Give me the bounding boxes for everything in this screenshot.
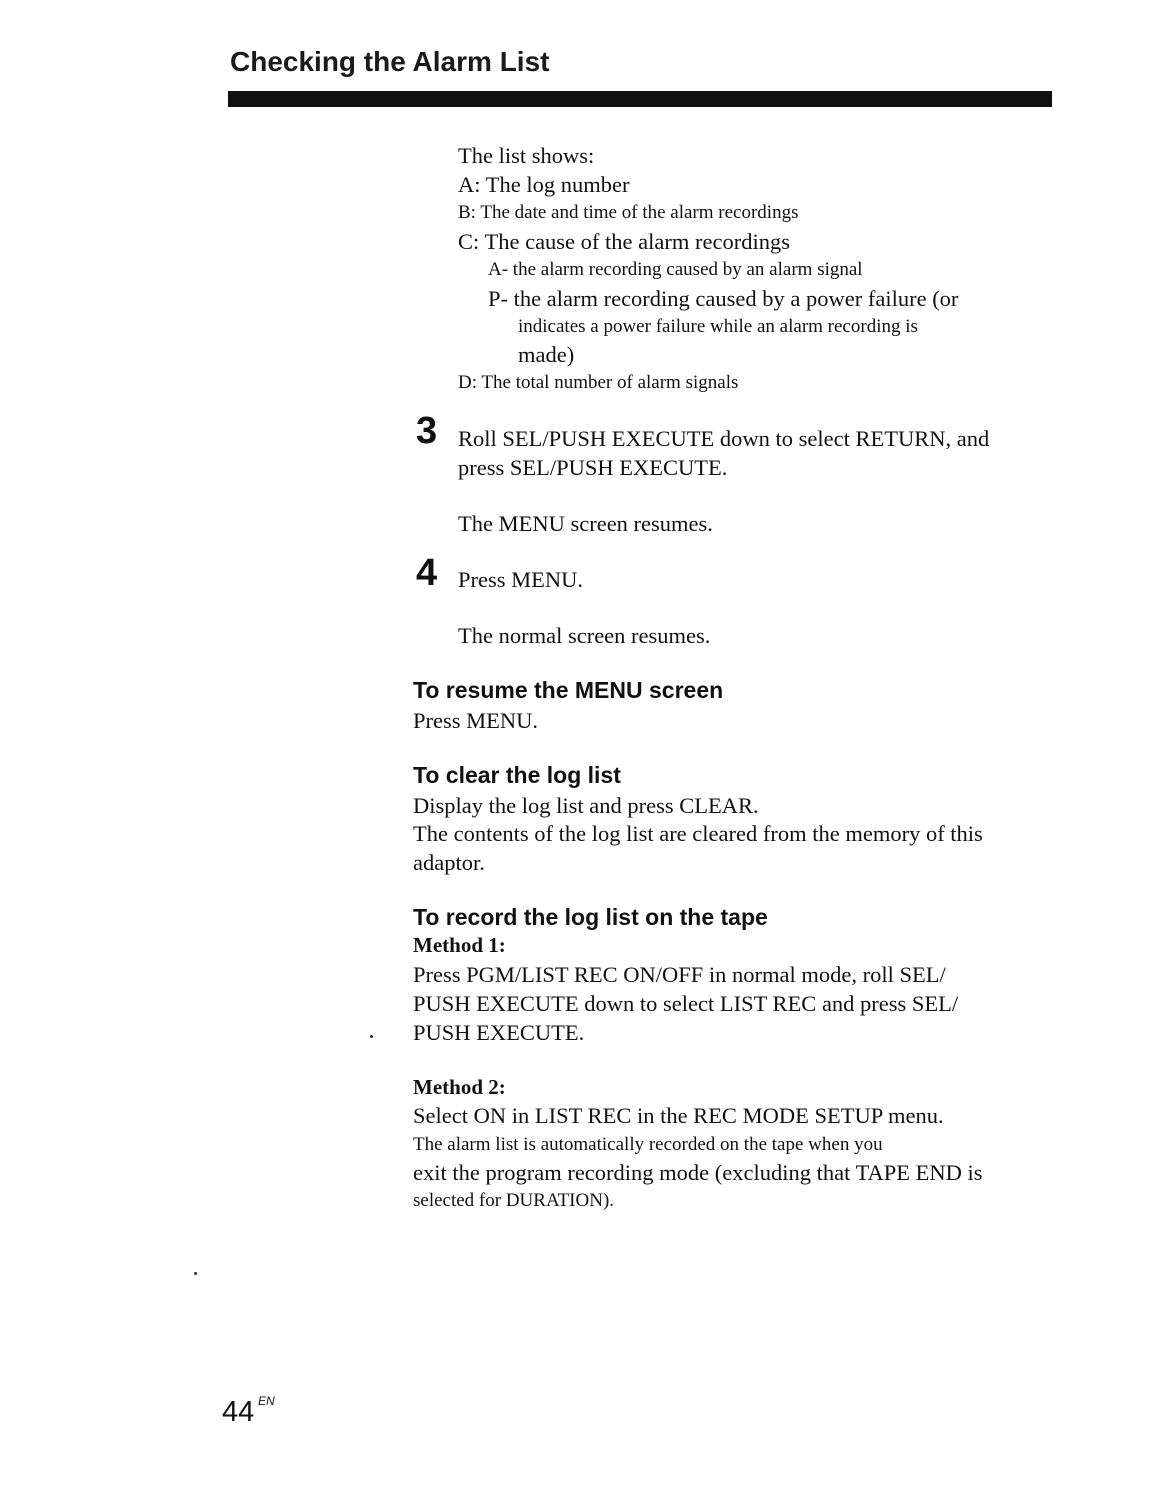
method-2-line2: The alarm list is automatically recorded on the tape when you (413, 1134, 883, 1155)
step-4-number: 4 (416, 552, 438, 594)
page-number: 44 (222, 1396, 255, 1428)
method-1-line1: Press PGM/LIST REC ON/OFF in normal mode, roll SEL/ (413, 962, 946, 987)
method-1-label: Method 1: (413, 933, 506, 957)
method-2-line3: exit the program recording mode (excluding that TAPE END is (413, 1160, 983, 1185)
step-3-result: The MENU screen resumes. (458, 511, 713, 536)
scan-speck (370, 1035, 373, 1038)
clear-log-line1: Display the log list and press CLEAR. (413, 793, 759, 818)
clear-log-heading: To clear the log list (413, 762, 621, 788)
method-2-label: Method 2: (413, 1075, 506, 1099)
method-1-line3: PUSH EXECUTE. (413, 1020, 585, 1045)
resume-menu-heading: To resume the MENU screen (413, 677, 724, 703)
list-sub-p-line1: P- the alarm recording caused by a power failure (or (488, 286, 959, 311)
title-rule (228, 91, 1052, 107)
step-3-number: 3 (416, 410, 438, 452)
clear-log-line3: adaptor. (413, 850, 485, 875)
list-item-c: C: The cause of the alarm recordings (458, 229, 790, 254)
method-2-line4: selected for DURATION). (413, 1190, 615, 1211)
clear-log-line2: The contents of the log list are cleared from the memory of this (413, 821, 983, 846)
list-sub-a: A- the alarm recording caused by an alarm signal (488, 259, 863, 280)
record-log-heading: To record the log list on the tape (413, 904, 768, 930)
method-2-line1: Select ON in LIST REC in the REC MODE SETUP menu. (413, 1103, 944, 1128)
list-item-d: D: The total number of alarm signals (458, 372, 739, 393)
scan-speck (194, 1272, 197, 1275)
resume-menu-text: Press MENU. (413, 708, 539, 733)
list-item-a: A: The log number (458, 172, 630, 197)
list-item-b: B: The date and time of the alarm recordings (458, 202, 799, 223)
list-intro-heading: The list shows: (458, 143, 595, 168)
method-1-line2: PUSH EXECUTE down to select LIST REC and press SEL/ (413, 991, 959, 1016)
step-4-line1: Press MENU. (458, 567, 584, 592)
list-sub-p-line2: indicates a power failure while an alarm recording is (518, 316, 918, 337)
step-3-line1: Roll SEL/PUSH EXECUTE down to select RETURN, and (458, 426, 990, 451)
page-title: Checking the Alarm List (230, 46, 550, 77)
step-3-line2: press SEL/PUSH EXECUTE. (458, 455, 728, 480)
list-sub-p-line3: made) (518, 342, 575, 367)
step-4-result: The normal screen resumes. (458, 623, 711, 648)
page-language-suffix: EN (258, 1394, 275, 1408)
